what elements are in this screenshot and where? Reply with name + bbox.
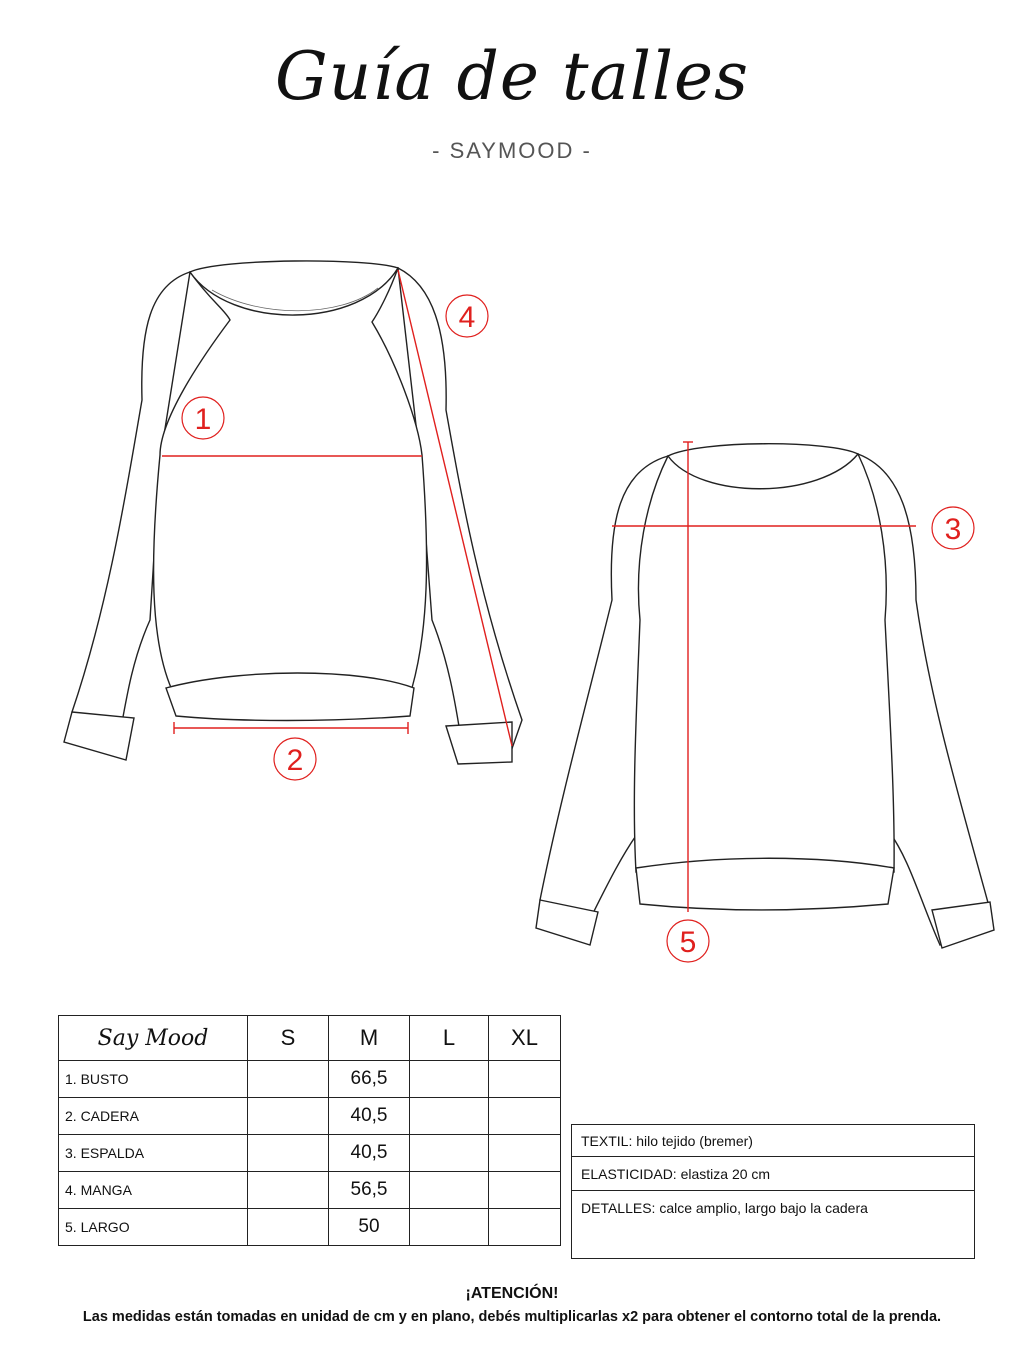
table-row xyxy=(59,1172,561,1209)
notice-title: ¡ATENCIÓN! xyxy=(465,1285,559,1302)
marker-3 xyxy=(932,507,974,549)
cell-l xyxy=(410,1135,489,1172)
specs-table xyxy=(571,1124,975,1259)
table-row xyxy=(59,1135,561,1172)
marker-2 xyxy=(274,738,316,780)
table-row xyxy=(59,1061,561,1098)
cell-l xyxy=(410,1098,489,1135)
notice-text: Las medidas están tomadas en unidad de cm y en plano, debés multiplicarlas x2 para obtener el contorno total de la prenda. xyxy=(82,1309,942,1325)
size-header-xl: XL xyxy=(489,1016,561,1061)
cell-m: 50 xyxy=(329,1209,410,1246)
cell-xl xyxy=(489,1135,561,1172)
row-label: 4. MANGA xyxy=(59,1172,248,1209)
size-header-l: L xyxy=(410,1016,489,1061)
spec-textil: TEXTIL: hilo tejido (bremer) xyxy=(572,1125,975,1157)
row-label: 2. CADERA xyxy=(59,1098,248,1135)
cell-xl xyxy=(489,1172,561,1209)
marker-4 xyxy=(446,295,488,337)
cell-s xyxy=(248,1172,329,1209)
spec-elasticidad: ELASTICIDAD: elastiza 20 cm xyxy=(572,1157,975,1191)
spec-detalles: DETALLES: calce amplio, largo bajo la cadera xyxy=(572,1191,975,1259)
cell-s xyxy=(248,1135,329,1172)
svg-text:4: 4 xyxy=(458,301,476,334)
row-label: 1. BUSTO xyxy=(59,1061,248,1098)
page-title: Guía de talles xyxy=(275,38,749,115)
row-label: 3. ESPALDA xyxy=(59,1135,248,1172)
back-sweater-drawing xyxy=(536,442,994,948)
cell-xl xyxy=(489,1061,561,1098)
table-row xyxy=(59,1098,561,1135)
size-table xyxy=(58,1015,561,1246)
cell-s xyxy=(248,1209,329,1246)
svg-text:2: 2 xyxy=(286,744,304,777)
marker-5 xyxy=(667,920,709,962)
marker-1 xyxy=(182,397,224,439)
cell-m: 56,5 xyxy=(329,1172,410,1209)
cell-m: 66,5 xyxy=(329,1061,410,1098)
row-label: 5. LARGO xyxy=(59,1209,248,1246)
cell-xl xyxy=(489,1098,561,1135)
cell-xl xyxy=(489,1209,561,1246)
front-sweater-drawing xyxy=(64,261,522,764)
table-row xyxy=(59,1209,561,1246)
size-header-s: S xyxy=(248,1016,329,1061)
cell-m: 40,5 xyxy=(329,1098,410,1135)
svg-text:5: 5 xyxy=(679,926,697,959)
svg-text:1: 1 xyxy=(194,403,212,436)
brand-subtitle: - SAYMOOD - xyxy=(432,138,592,163)
cell-s xyxy=(248,1098,329,1135)
size-header-m: M xyxy=(329,1016,410,1061)
cell-l xyxy=(410,1209,489,1246)
cell-l xyxy=(410,1172,489,1209)
brand-signature: Say Mood xyxy=(59,1016,248,1061)
cell-s xyxy=(248,1061,329,1098)
cell-l xyxy=(410,1061,489,1098)
size-table-header xyxy=(59,1016,561,1061)
cell-m: 40,5 xyxy=(329,1135,410,1172)
svg-text:3: 3 xyxy=(944,513,962,546)
